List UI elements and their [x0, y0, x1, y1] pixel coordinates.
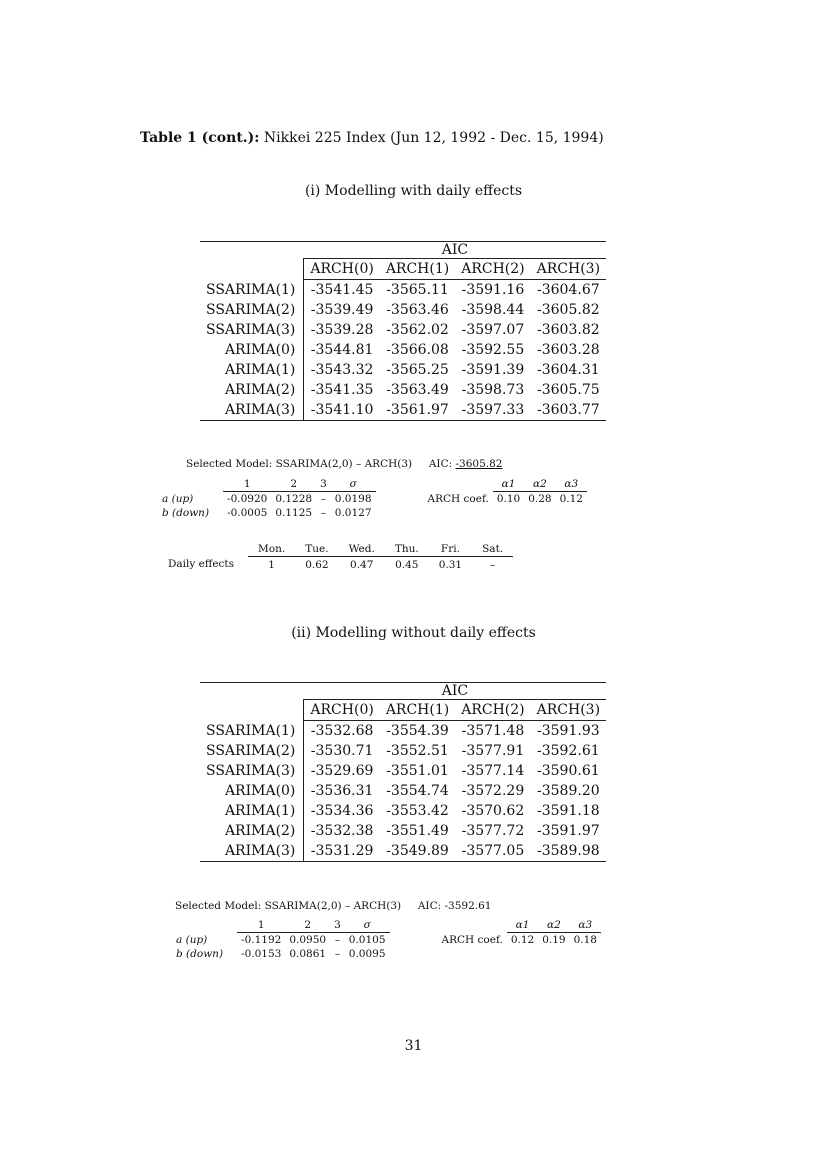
table-cell: -3532.38	[310, 823, 374, 839]
selected-model-text: Selected Model: SSARIMA(2,0) – ARCH(3)	[175, 900, 402, 912]
arch-value: 0.10	[496, 493, 521, 505]
table-cell: -3554.39	[386, 723, 449, 739]
coef-value: -0.0153	[241, 948, 282, 960]
table-cell: -3591.16	[461, 282, 525, 298]
table-cell: -3591.39	[461, 362, 525, 378]
section2-selected-model	[175, 900, 491, 912]
table-cell: -3549.89	[380, 841, 455, 862]
coef-value: 0.0198	[334, 493, 372, 505]
table-row	[200, 380, 606, 400]
row-label: a (up)	[176, 933, 208, 946]
row-label: ARIMA(2)	[200, 821, 304, 841]
section1-title: (i) Modelling with daily effects	[304, 183, 523, 199]
daily-effects-table	[158, 541, 513, 572]
table-cell: -3605.82	[537, 302, 600, 318]
coef-header: σ	[345, 918, 390, 933]
row-label: SSARIMA(3)	[200, 761, 304, 781]
coef-value: –	[320, 507, 327, 519]
table-cell: -3536.31	[310, 783, 374, 799]
coef-header: 1	[237, 918, 285, 933]
arch-value: 0.12	[559, 493, 583, 505]
table-cell: -3570.62	[461, 803, 525, 819]
table-cell: -3563.49	[386, 382, 449, 398]
table-cell: -3543.32	[310, 362, 374, 378]
coef-value: -0.0005	[227, 507, 268, 519]
col-header: ARCH(1)	[380, 700, 455, 721]
table-cell: -3590.61	[537, 763, 600, 779]
arch-header: α3	[570, 918, 601, 933]
table-cell: -3597.33	[455, 400, 530, 421]
row-label: SSARIMA(3)	[200, 320, 304, 340]
section1-coef-table	[158, 477, 587, 520]
coef-header: 2	[271, 477, 316, 492]
row-label: ARIMA(3)	[200, 841, 304, 862]
row-label: a (up)	[162, 492, 194, 505]
row-label: ARIMA(0)	[200, 781, 304, 801]
section2-aic-table	[200, 682, 606, 862]
arch-header: α1	[507, 918, 538, 933]
table-cell: -3530.71	[310, 743, 374, 759]
table-cell: -3591.97	[537, 823, 600, 839]
table-cell: -3561.97	[380, 400, 455, 421]
table-cell: -3603.77	[531, 400, 606, 421]
row-label: ARIMA(0)	[200, 340, 304, 360]
table-row	[200, 320, 606, 340]
daily-effects-label: Daily effects	[168, 558, 235, 571]
table-cell: -3551.49	[386, 823, 449, 839]
row-label: SSARIMA(2)	[200, 300, 304, 320]
table-cell: -3531.29	[304, 841, 380, 862]
section2-coef-table	[172, 918, 601, 961]
table-row	[200, 821, 606, 841]
arch-value: 0.18	[573, 934, 597, 946]
coef-value: 0.0950	[289, 934, 327, 946]
table-cell: -3565.25	[386, 362, 449, 378]
table-cell: -3566.08	[386, 342, 449, 358]
table-cell: -3604.31	[537, 362, 600, 378]
table-cell: -3554.74	[386, 783, 449, 799]
table-cell: -3544.81	[310, 342, 374, 358]
row-label: b (down)	[162, 507, 210, 519]
aic-label: AIC:	[417, 900, 442, 912]
aic-value: -3605.82	[455, 458, 503, 470]
table-row	[200, 400, 606, 421]
section2-title: (ii) Modelling without daily effects	[291, 625, 536, 641]
day-value: 1	[268, 558, 275, 571]
table-cell: -3603.82	[537, 322, 600, 338]
table-cell: -3605.75	[537, 382, 600, 398]
table-cell: -3603.28	[537, 342, 600, 358]
table-cell: -3592.55	[461, 342, 525, 358]
table-cell: -3562.02	[386, 322, 449, 338]
day-header: Tue.	[295, 541, 338, 557]
table-cell: -3552.51	[386, 743, 449, 759]
day-header: Thu.	[385, 541, 429, 557]
page-number: 31	[404, 1038, 423, 1054]
row-label: ARIMA(3)	[200, 400, 304, 421]
aic-value: -3592.61	[444, 900, 492, 912]
arch-header: α2	[524, 477, 555, 492]
row-label: SSARIMA(1)	[200, 721, 304, 742]
arch-header: α1	[493, 477, 524, 492]
table-cell: -3551.01	[386, 763, 449, 779]
day-value: 0.31	[438, 558, 463, 571]
table-cell: -3539.49	[310, 302, 374, 318]
table-cell: -3577.14	[461, 763, 525, 779]
table-cell: -3572.29	[461, 783, 525, 799]
coef-header: 2	[285, 918, 330, 933]
arch-value: 0.12	[510, 934, 535, 946]
coef-value: –	[334, 948, 341, 960]
row-label: ARIMA(1)	[200, 801, 304, 821]
day-value: 0.47	[350, 558, 374, 571]
table-cell: -3529.69	[310, 763, 374, 779]
day-value: 0.45	[395, 558, 419, 571]
selected-model-text: Selected Model: SSARIMA(2,0) – ARCH(3)	[186, 458, 413, 470]
coef-value: 0.1125	[275, 507, 313, 519]
table-cell: -3598.44	[461, 302, 525, 318]
col-header: ARCH(3)	[531, 259, 606, 280]
coef-header: 3	[316, 477, 331, 492]
table-caption	[140, 130, 604, 146]
day-header: Sat.	[472, 541, 513, 557]
table-cell: -3577.91	[461, 743, 525, 759]
table-row	[200, 761, 606, 781]
table-row	[200, 721, 606, 742]
section1-aic-table	[200, 241, 606, 421]
row-label: b (down)	[176, 948, 224, 960]
col-header: ARCH(2)	[455, 700, 530, 721]
table-row	[200, 340, 606, 360]
arch-header: α2	[538, 918, 569, 933]
table-cell: -3577.05	[455, 841, 530, 862]
day-value: –	[489, 558, 496, 571]
table-cell: -3598.73	[461, 382, 525, 398]
row-label: SSARIMA(2)	[200, 741, 304, 761]
coef-value: 0.0861	[289, 948, 327, 960]
coef-value: -0.1192	[241, 934, 282, 946]
table-row	[200, 360, 606, 380]
table-row	[200, 841, 606, 862]
day-header: Mon.	[248, 541, 295, 557]
coef-value: 0.1228	[275, 493, 313, 505]
col-header: ARCH(3)	[531, 700, 606, 721]
table-cell: -3589.98	[531, 841, 606, 862]
table-cell: -3539.28	[310, 322, 374, 338]
table-cell: -3597.07	[461, 322, 525, 338]
aic-group-header: AIC	[304, 242, 606, 259]
table-row	[200, 781, 606, 801]
coef-value: –	[334, 934, 341, 946]
table-cell: -3577.72	[461, 823, 525, 839]
coef-header: σ	[331, 477, 376, 492]
aic-label: AIC:	[428, 458, 453, 470]
table-cell: -3541.10	[304, 400, 380, 421]
table-cell: -3591.18	[537, 803, 600, 819]
table-cell: -3589.20	[537, 783, 600, 799]
arch-label: ARCH coef.	[441, 933, 503, 946]
coef-value: -0.0920	[227, 493, 268, 505]
aic-group-header: AIC	[304, 683, 606, 700]
row-label: ARIMA(2)	[200, 380, 304, 400]
day-value: 0.62	[305, 558, 329, 571]
coef-header: 1	[223, 477, 271, 492]
col-header: ARCH(0)	[304, 259, 380, 280]
row-label: SSARIMA(1)	[200, 280, 304, 301]
coef-value: 0.0127	[334, 507, 372, 519]
day-header: Wed.	[339, 541, 385, 557]
row-label: ARIMA(1)	[200, 360, 304, 380]
day-header: Fri.	[429, 541, 472, 557]
col-header: ARCH(2)	[455, 259, 530, 280]
arch-value: 0.28	[528, 493, 552, 505]
table-row	[200, 300, 606, 320]
table-cell: -3565.11	[386, 282, 449, 298]
table-cell: -3534.36	[310, 803, 374, 819]
col-header: ARCH(1)	[380, 259, 455, 280]
arch-value: 0.19	[542, 934, 566, 946]
table-cell: -3532.68	[310, 723, 374, 739]
coef-value: 0.0105	[348, 934, 386, 946]
col-header: ARCH(0)	[304, 700, 380, 721]
table-cell: -3553.42	[386, 803, 449, 819]
table-cell: -3541.35	[310, 382, 374, 398]
table-cell: -3563.46	[386, 302, 449, 318]
table-row	[200, 801, 606, 821]
coef-value: –	[320, 493, 327, 505]
table-cell: -3591.93	[537, 723, 600, 739]
table-cell: -3541.45	[310, 282, 374, 298]
table-cell: -3571.48	[461, 723, 525, 739]
caption-text: Nikkei 225 Index (Jun 12, 1992 - Dec. 15, 1994)	[259, 130, 604, 146]
table-cell: -3604.67	[537, 282, 600, 298]
arch-header: α3	[556, 477, 587, 492]
section1-selected-model	[186, 458, 502, 470]
caption-bold: Table 1 (cont.):	[140, 130, 260, 146]
table-cell: -3592.61	[537, 743, 600, 759]
coef-value: 0.0095	[348, 948, 386, 960]
table-row	[200, 741, 606, 761]
arch-label: ARCH coef.	[427, 492, 489, 505]
coef-header: 3	[330, 918, 345, 933]
table-row	[200, 280, 606, 301]
